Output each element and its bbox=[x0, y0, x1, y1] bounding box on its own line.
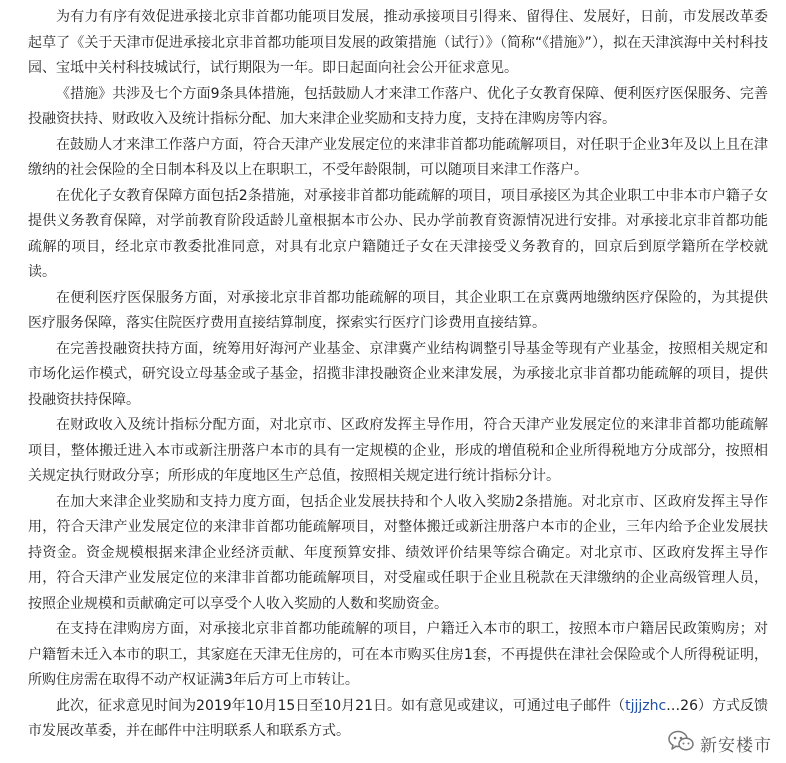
paragraph-education: 在优化子女教育保障方面包括2条措施，对承接非首都功能疏解的项目，项目承接区为其企业职工中非本市户籍子女提供义务教育保障，对学前教育阶段适龄儿童根据本市公办、民办学前教育资源情况进行安排。对承接北京非首都功能疏解的项目，经北京市教委批准同意，对具有北京户籍随迁子女在天津接受义务教育的，回京后到原学籍所在学校就读。 bbox=[28, 187, 768, 280]
paragraph-feedback bbox=[28, 694, 768, 745]
paragraph-financing: 在完善投融资扶持方面，统筹用好海河产业基金、京津冀产业结构调整引导基金等现有产业基金，按照相关规定和市场化运作模式，研究设立母基金或子基金，招揽非津投融资企业来津发展，为承接北京非首都功能疏解的项目，提供投融资扶持保障。 bbox=[28, 340, 768, 408]
paragraph-talent: 在鼓励人才来津工作落户方面，符合天津产业发展定位的来津非首都功能疏解项目，对任职于企业3年及以上且在津缴纳的社会保险的全日制本科及以上在职职工，不受年龄限制，可以随项目来津工作落户。 bbox=[28, 136, 768, 178]
paragraph-housing: 在支持在津购房方面，对承接北京非首都功能疏解的项目，户籍迁入本市的职工，按照本市户籍居民政策购房；对户籍暂未迁入本市的职工，其家庭在天津无住房的，可在本市购买住房1套，不再提供在津社会保险或个人所得税证明，所购住房需在取得不动产权证满3年后方可上市转让。 bbox=[28, 621, 768, 688]
paragraph-incentives: 在加大来津企业奖励和支持力度方面，包括企业发展扶持和个人收入奖励2条措施。对北京市、区政府发挥主导作用，符合天津产业发展定位的来津非首都功能疏解项目，对整体搬迁或新注册落户本市的企业，三年内给予企业发展扶持资金。资金规模根据来津企业经济贡献、年度预算安排、绩效评价结果等综合确定。对北京市、区政府发挥主导作用，符合天津产业发展定位的来津非首都功能疏解项目，对受雇或任职于企业且税款在天津缴纳的企业高级管理人员，按照企业规模和贡献确定可以享受个人收入奖励的人数和奖励资金。 bbox=[28, 493, 768, 612]
email-link[interactable]: tjjjzhc bbox=[625, 697, 667, 714]
feedback-text-after: ）方式反馈市发展改革委，并在邮件中注明联系人和联系方式。 bbox=[28, 697, 769, 739]
paragraph-finance-stats: 在财政收入及统计指标分配方面，对北京市、区政府发挥主导作用，符合天津产业发展定位的来津非首都功能疏解项目，整体搬迁进入本市或新注册落户本市的具有一定规模的企业，形成的增值税和企业所得税地方分成部分，按照相关规定执行财政分享；所形成的年度地区生产总值，按照相关规定进行统计指标分计。 bbox=[28, 417, 768, 484]
watermark bbox=[664, 728, 776, 759]
watermark-text: 新安楼市 bbox=[700, 736, 772, 756]
email-obscured: …26 bbox=[666, 697, 698, 714]
paragraph-medical: 在便利医疗医保服务方面，对承接北京非首都功能疏解的项目，其企业职工在京冀两地缴纳医疗保险的，为其提供医疗服务保障，落实住院医疗费用直接结算制度，探索实行医疗门诊费用直接结算。 bbox=[28, 289, 768, 331]
paragraph-intro-text: 为有力有序有效促进承接北京非首都功能项目发展，推动承接项目引得来、留得住、发展好，日前，市发展改革委起草了《关于天津市促进承接北京非首都功能项目发展的政策措施（试行）》（简称“《措施》”），拟在天津滨海中关村科技园、宝坻中关村科技城试行，试行期限为一年。即日起面向社会公开征求意见。 bbox=[28, 9, 768, 76]
paragraph-intro bbox=[28, 5, 768, 82]
feedback-text-before: 此次，征求意见时间为2019年10月15日至10月21日。如有意见或建议，可通过电子邮件（ bbox=[56, 697, 626, 714]
wechat-icon bbox=[668, 730, 694, 757]
paragraph-overview: 《措施》共涉及七个方面9条具体措施，包括鼓励人才来津工作落户、优化子女教育保障、便利医疗医保服务、完善投融资扶持、财政收入及统计指标分配、加大来津企业奖励和支持力度，支持在津购房等内容。 bbox=[28, 85, 768, 127]
article-body bbox=[28, 5, 768, 745]
